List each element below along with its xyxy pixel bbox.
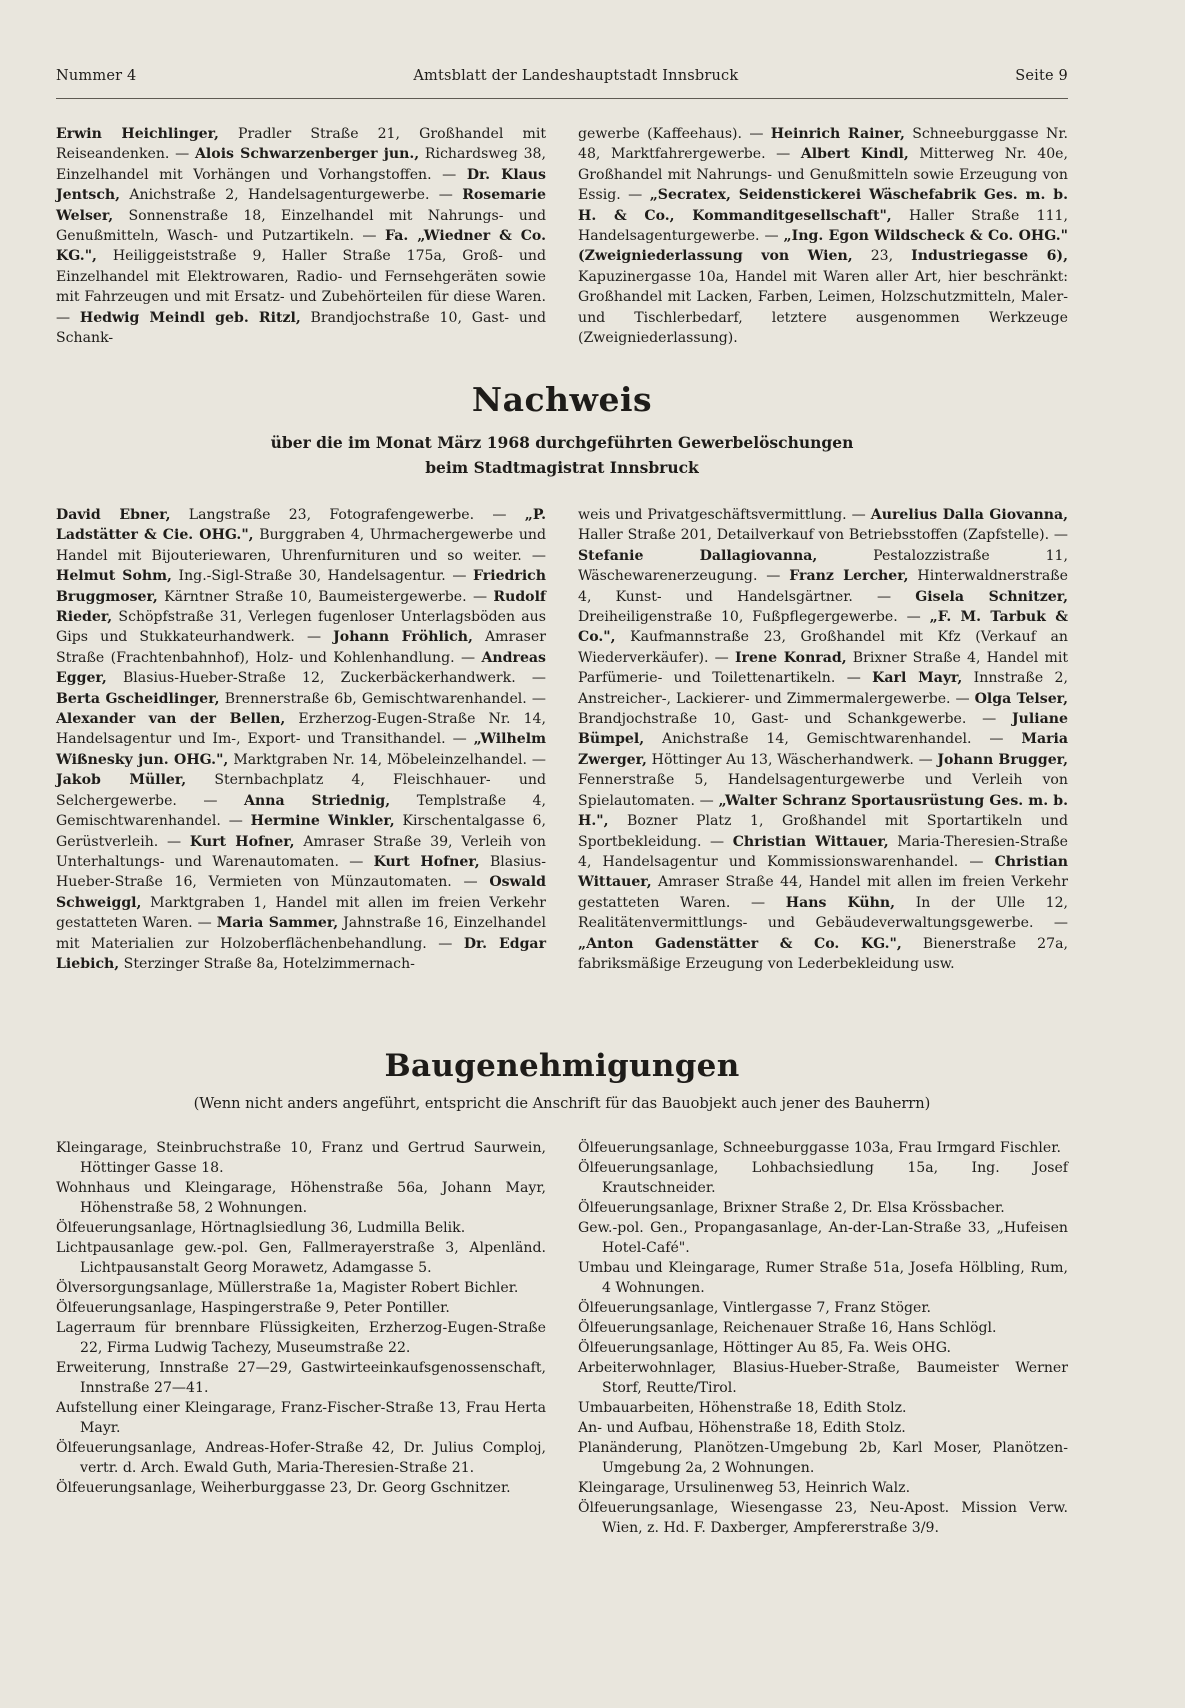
entry-text: Kaufmannstraße 23, Großhandel mit Kfz (Verkauf an Wiederverkäufer). — <box>578 629 1068 666</box>
entry-name: Oswald Schweiggl, <box>56 874 546 911</box>
entry-name: „P. Ladstätter & Cie. OHG.", <box>56 507 546 544</box>
entry-text: Brixner Straße 4, Handel mit Parfümerie- und Toilettenartikeln. — <box>578 649 1068 687</box>
permit-entry: Kleingarage, Ursulinenweg 53, Heinrich Walz. <box>578 1480 911 1496</box>
entry-name: Johann Brugger, <box>937 751 1068 768</box>
entry-text: Langstraße 23, Fotografengewerbe. — <box>170 507 525 523</box>
entry-name: Rosemarie Welser, <box>56 187 546 224</box>
permit-entry: Ölfeuerungsanlage, Andreas-Hofer-Straße 42, Dr. Julius Comploj, vertr. d. Arch. Ewald Guth, Maria-Theresien-Straße 21. <box>56 1440 546 1476</box>
entry-name: Hedwig Meindl geb. Ritzl, <box>79 309 301 326</box>
entry-text: Jahnstraße 16, Einzelhandel mit Materialien zur Holzoberflächenbehandlung. — <box>56 915 546 952</box>
entry-text: Richardsweg 38, Einzelhandel mit Vorhängen und Vorhangstoffen. — <box>56 146 546 183</box>
entry-name: Jakob Müller, <box>56 772 187 789</box>
permit-entry: Aufstellung einer Kleingarage, Franz-Fischer-Straße 13, Frau Herta Mayr. <box>56 1400 546 1436</box>
entry-name: Kurt Hofner, <box>189 833 295 850</box>
entry-text: Amraser Straße 44, Handel mit allen im freien Verkehr gestatteten Waren. — <box>578 874 1068 911</box>
entry-name: Berta Gscheidlinger, <box>56 690 220 707</box>
entry-text: Sterzinger Straße 8a, Hotelzimmernach- <box>119 955 415 972</box>
permit-entry: Ölfeuerungsanlage, Weiherburggasse 23, Dr. Georg Gschnitzer. <box>56 1480 511 1496</box>
permit-entry: Ölfeuerungsanlage, Reichenauer Straße 16, Hans Schlögl. <box>578 1320 997 1336</box>
baugenehmigungen-note: (Wenn nicht anders angeführt, entspricht die Anschrift für das Bauobjekt auch jener des Bauherrn) <box>193 1095 931 1112</box>
entry-text: Haller Straße 201, Detailverkauf von Betriebsstoffen (Zapfstelle). — <box>578 527 1068 544</box>
permit-entry: Umbau und Kleingarage, Rumer Straße 51a, Josefa Hölbling, Rum, 4 Wohnungen. <box>578 1260 1068 1296</box>
permit-entry: Ölfeuerungsanlage, Hörtnaglsiedlung 36, Ludmilla Belik. <box>56 1220 466 1236</box>
entry-name: Stefanie Dallagiovanna, <box>578 547 818 564</box>
entry-name: Andreas Egger, <box>56 649 546 687</box>
entry-name: Rudolf Rieder, <box>56 588 546 626</box>
permit-entry: Ölfeuerungsanlage, Schneeburggasse 103a, Frau Irmgard Fischler. <box>578 1140 1061 1156</box>
permit-entry: Ölversorgungsanlage, Müllerstraße 1a, Magister Robert Bichler. <box>56 1280 519 1296</box>
permit-entry: Ölfeuerungsanlage, Wiesengasse 23, Neu-Apost. Mission Verw. Wien, z. Hd. F. Daxberger, Ampfererstraße 3/9. <box>578 1500 1068 1536</box>
entry-text: Hinterwaldnerstraße 4, Kunst- und Handelsgärtner. — <box>578 568 1068 605</box>
permit-entry: Ölfeuerungsanlage, Brixner Straße 2, Dr. Elsa Krössbacher. <box>578 1200 1005 1216</box>
entry-text: Amraser Straße (Frachtenbahnhof), Holz- und Kohlenhandlung. — <box>56 629 546 666</box>
nachweis-left-column <box>56 505 546 974</box>
entry-name: „F. M. Tarbuk & Co.", <box>578 609 1068 646</box>
entry-name: Helmut Sohm, <box>56 568 172 585</box>
continuation-left-column <box>56 124 546 348</box>
entry-text: Brandjochstraße 10, Gast- und Schank- <box>56 309 546 347</box>
permit-entry: Lagerraum für brennbare Flüssigkeiten, Erzherzog-Eugen-Straße 22, Firma Ludwig Tachezy, Museumstraße 22. <box>56 1320 546 1356</box>
entry-text: Anichstraße 2, Handelsagenturgewerbe. — <box>120 187 463 204</box>
entry-name: Albert Kindl, <box>800 146 909 163</box>
permit-entry: Gew.-pol. Gen., Propangasanlage, An-der-Lan-Straße 33, „Hufeisen Hotel-Café". <box>578 1220 1068 1256</box>
entry-text: Sternbachplatz 4, Fleischhauer- und Selchergewerbe. — <box>56 772 546 809</box>
entry-name: Industriegasse 6), <box>911 248 1068 265</box>
entry-text: Templstraße 4, Gemischtwarenhandel. — <box>56 792 546 830</box>
baugenehmigungen-left-list <box>56 1138 546 1538</box>
permit-entry: Ölfeuerungsanlage, Vintlergasse 7, Franz Stöger. <box>578 1300 932 1316</box>
entry-name: Aurelius Dalla Giovanna, <box>870 507 1068 523</box>
entry-name: Olga Telser, <box>974 690 1068 707</box>
entry-text: Marktgraben Nr. 14, Möbeleinzelhandel. — <box>228 751 546 768</box>
entry-text: Anichstraße 14, Gemischtwarenhandel. — <box>644 731 1022 748</box>
entry-name: Alexander van der Bellen, <box>56 711 286 728</box>
entry-name: Irene Konrad, <box>734 649 847 666</box>
page-header <box>56 68 1068 84</box>
entry-text: Heiliggeiststraße 9, Haller Straße 175a, Groß- und Einzelhandel mit Elektrowaren, Radio- und Fernsehgeräten sowie mit Fahrzeugen und mit Ersatz- und Zubehörteilen für diese Waren. — <box>56 248 546 326</box>
entry-name: „Walter Schranz Sportausrüstung Ges. m. b. H.", <box>578 792 1068 830</box>
entry-text: Marktgraben 1, Handel mit allen im freien Verkehr gestatteten Waren. — <box>56 894 546 932</box>
entry-name: Hermine Winkler, <box>250 813 395 830</box>
entry-text: Mitterweg Nr. 40e, Großhandel mit Nahrungs- und Genußmitteln sowie Erzeugung von Essig. — <box>578 146 1068 204</box>
entry-text: gewerbe (Kaffeehaus). — <box>578 126 771 142</box>
entry-name: „Ing. Egon Wildscheck & Co. OHG." (Zweigniederlassung von Wien, <box>578 228 1068 265</box>
publication-title: Amtsblatt der Landeshauptstadt Innsbruck <box>413 68 739 84</box>
entry-name: Christian Wittauer, <box>732 833 889 850</box>
entry-name: Kurt Hofner, <box>373 853 480 870</box>
page-number: Seite 9 <box>1015 68 1068 84</box>
header-rule <box>56 98 1068 99</box>
entry-text: Maria-Theresien-Straße 4, Handelsagentur und Kommissionswarenhandel. — <box>578 833 1068 870</box>
entry-name: Karl Mayr, <box>872 670 963 687</box>
entry-name: Maria Sammer, <box>216 915 339 932</box>
entry-name: Erwin Heichlinger, <box>56 126 219 142</box>
entry-text: Brandjochstraße 10, Gast- und Schankgewerbe. — <box>578 711 1013 728</box>
permit-entry: Planänderung, Planötzen-Umgebung 2b, Karl Moser, Planötzen-Umgebung 2a, 2 Wohnungen. <box>578 1440 1068 1476</box>
entry-text: Bozner Platz 1, Großhandel mit Sportartikeln und Sportbekleidung. — <box>578 813 1068 850</box>
entry-text: Sonnenstraße 18, Einzelhandel mit Nahrungs- und Genußmitteln, Wasch- und Putzartikeln. — <box>56 207 546 245</box>
entry-text: In der Ulle 12, Realitätenvermittlungs- und Gebäudeverwaltungsgewerbe. — <box>578 894 1069 932</box>
entry-name: „Secratex, Seidenstickerei Wäschefabrik Ges. m. b. H. & Co., Kommanditgesellschaft", <box>578 187 1068 224</box>
baugenehmigungen-block <box>56 1138 1068 1538</box>
continuation-right-column <box>578 124 1068 348</box>
entry-text: Pestalozzistraße 11, Wäschewarenerzeugung. — <box>578 547 1068 585</box>
permit-entry: Arbeiterwohnlager, Blasius-Hueber-Straße, Baumeister Werner Storf, Reutte/Tirol. <box>578 1360 1068 1396</box>
entry-text: Fennerstraße 5, Handelsagenturgewerbe und Verleih von Spielautomaten. — <box>578 772 1068 809</box>
permit-entry: Ölfeuerungsanlage, Lohbachsiedlung 15a, Ing. Josef Krautschneider. <box>578 1160 1068 1196</box>
entry-name: Franz Lercher, <box>789 568 909 585</box>
entry-text: Bienerstraße 27a, fabriksmäßige Erzeugung von Lederbekleidung usw. <box>578 935 1068 972</box>
permit-entry: Ölfeuerungsanlage, Höttinger Au 85, Fa. Weis OHG. <box>578 1340 951 1356</box>
entry-text: Ing.-Sigl-Straße 30, Handelsagentur. — <box>171 568 474 585</box>
entry-text: Innstraße 2, Anstreicher-, Lackierer- und Zimmermalergewerbe. — <box>578 670 1068 707</box>
entry-name: David Ebner, <box>56 507 171 523</box>
entry-name: Fa. „Wiedner & Co. KG.", <box>56 228 546 265</box>
entry-text: weis und Privatgeschäftsvermittlung. — <box>578 507 871 523</box>
permit-entry: Kleingarage, Steinbruchstraße 10, Franz und Gertrud Saurwein, Höttinger Gasse 18. <box>56 1140 546 1176</box>
entry-name: Gisela Schnitzer, <box>915 588 1069 605</box>
entry-name: „Wilhelm Wißnesky jun. OHG.", <box>56 731 546 768</box>
entry-text: Burggraben 4, Uhrmachergewerbe und Handel mit Bijouteriewaren, Uhrenfurnituren und so weiter. — <box>56 527 547 564</box>
nachweis-block <box>56 505 1068 974</box>
entry-name: Dr. Edgar Liebich, <box>56 935 546 972</box>
entry-text: Brennerstraße 6b, Gemischtwarenhandel. — <box>219 690 546 707</box>
entry-name: „Anton Gadenstätter & Co. KG.", <box>578 935 902 952</box>
permit-entry: Wohnhaus und Kleingarage, Höhenstraße 56a, Johann Mayr, Höhenstraße 58, 2 Wohnungen. <box>56 1180 546 1216</box>
nachweis-subtitle-1: über die im Monat März 1968 durchgeführten Gewerbelöschungen <box>270 433 854 452</box>
entry-text: Schneeburggasse Nr. 48, Marktfahrergewerbe. — <box>578 126 1068 163</box>
entry-name: Hans Kühn, <box>785 894 896 911</box>
entry-text: Kirschentalgasse 6, Gerüstverleih. — <box>56 813 546 850</box>
entry-name: Anna Striednig, <box>244 792 391 809</box>
permit-entry: An- und Aufbau, Höhenstraße 18, Edith Stolz. <box>578 1420 906 1436</box>
entry-text: Pradler Straße 21, Großhandel mit Reiseandenken. — <box>56 126 546 163</box>
entry-name: Maria Zwerger, <box>578 731 1068 768</box>
entry-name: Heinrich Rainer, <box>770 126 905 142</box>
entry-name: Johann Fröhlich, <box>333 629 473 646</box>
entry-text: Blasius-Hueber-Straße 12, Zuckerbäckerhandwerk. — <box>106 670 546 687</box>
entry-text: Kapuzinergasse 10a, Handel mit Waren aller Art, hier beschränkt: Großhandel mit Lacken, Farben, Leimen, Holzschutzmitteln, Maler- und Tischlerbedarf, letztere ausgenommen Werkzeuge (Zweigniederlassung). <box>578 268 1068 347</box>
entry-name: Christian Wittauer, <box>578 853 1068 891</box>
permit-entry: Lichtpausanlage gew.-pol. Gen, Fallmerayerstraße 3, Alpenländ. Lichtpausanstalt Georg Morawetz, Adamgasse 5. <box>56 1240 546 1276</box>
entry-text: Kärntner Straße 10, Baumeistergewerbe. — <box>157 588 494 605</box>
entry-text: Schöpfstraße 31, Verlegen fugenloser Unterlagsböden aus Gips und Stukkateurhandwerk. — <box>56 609 546 646</box>
entry-text: Amraser Straße 39, Verleih von Unterhaltungs- und Warenautomaten. — <box>56 833 546 870</box>
baugenehmigungen-right-list <box>578 1138 1068 1538</box>
entry-name: Friedrich Bruggmoser, <box>56 568 546 605</box>
nachweis-right-column <box>578 505 1068 974</box>
entry-name: Dr. Klaus Jentsch, <box>56 166 546 204</box>
baugenehmigungen-title: Baugenehmigungen <box>384 1048 740 1084</box>
entry-text: 23, <box>852 248 912 265</box>
permit-entry: Umbauarbeiten, Höhenstraße 18, Edith Stolz. <box>578 1400 907 1416</box>
entry-text: Dreiheiligenstraße 10, Fußpflegergewerbe. — <box>578 609 930 626</box>
entry-text: Höttinger Au 13, Wäscherhandwerk. — <box>646 751 938 768</box>
entry-text: Haller Straße 111, Handelsagenturgewerbe. — <box>578 207 1068 245</box>
entry-text: Blasius-Hueber-Straße 16, Vermieten von Münzautomaten. — <box>56 853 547 891</box>
entry-text: Erzherzog-Eugen-Straße Nr. 14, Handelsagentur und Im-, Export- und Transithandel. — <box>56 711 546 748</box>
entry-name: Juliane Bümpel, <box>578 711 1068 748</box>
entry-name: Alois Schwarzenberger jun., <box>195 146 420 163</box>
permit-entry: Ölfeuerungsanlage, Haspingerstraße 9, Peter Pontiller. <box>56 1300 450 1316</box>
issue-number: Nummer 4 <box>56 68 137 84</box>
continuation-block <box>56 124 1068 348</box>
nachweis-title: Nachweis <box>471 380 653 419</box>
nachweis-subtitle-2: beim Stadtmagistrat Innsbruck <box>425 458 699 477</box>
permit-entry: Erweiterung, Innstraße 27—29, Gastwirteeinkaufsgenossenschaft, Innstraße 27—41. <box>56 1360 546 1396</box>
